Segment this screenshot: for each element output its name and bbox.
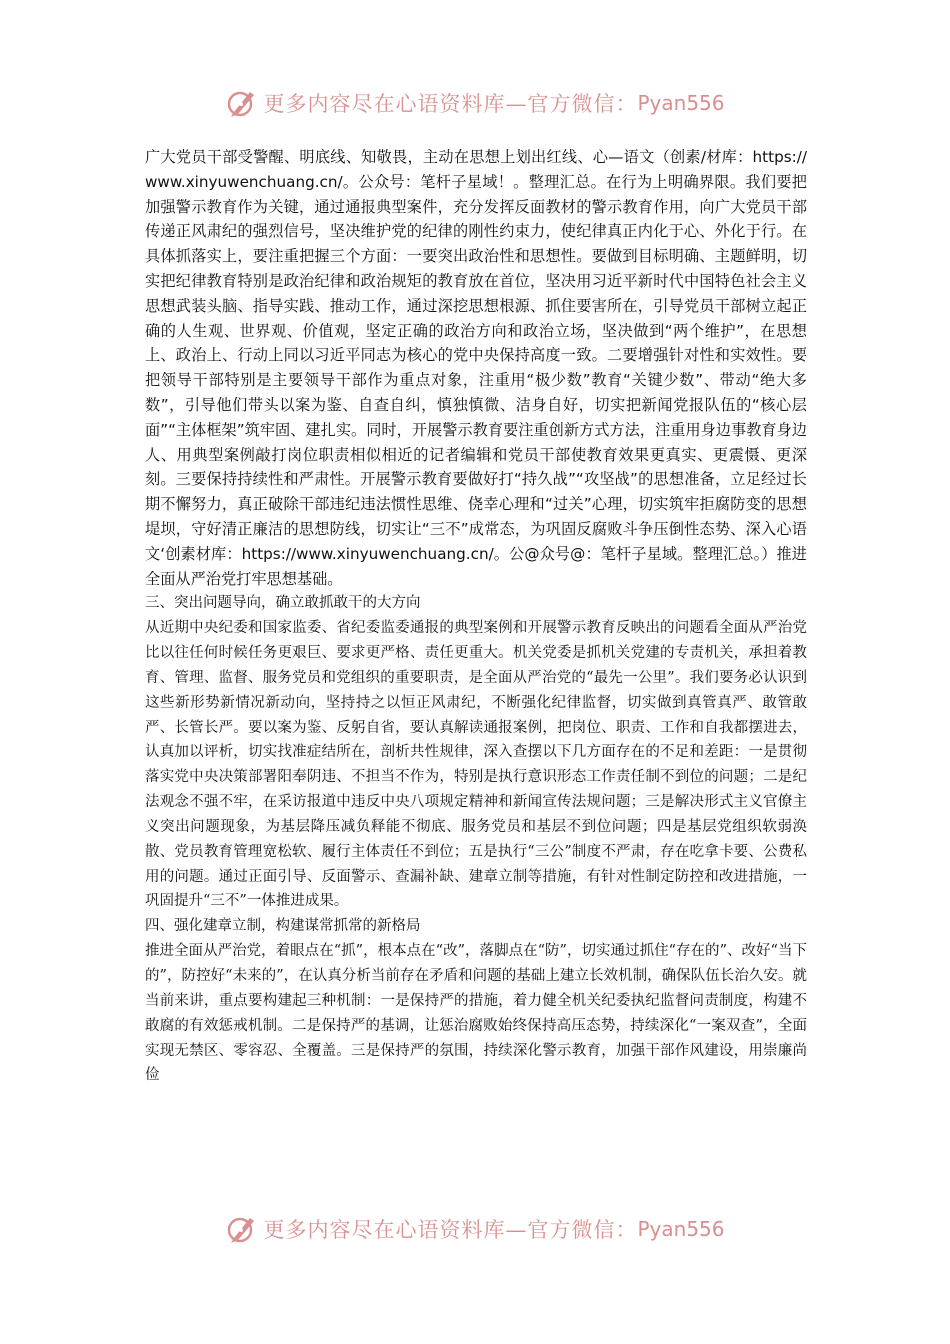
- section-heading-3: 三、突出问题导向，确立敢抓敢干的大方向: [145, 595, 421, 612]
- paragraph-3: 从近期中央纪委和国家监委、省纪委监委通报的典型案例和开展警示教育反映出的问题看全面从严治党比以往任何时候任务更艰巨、要求更严格、责任更重大。机关党委是抓机关党建的专责机关，承担着教育、管理、监督、服务党员和党组织的重要职责，是全面从严治党的“最先一公里”。我们要务必认识到这些新形势新情况新动向，坚持持之以恒正风肃纪，不断强化纪律监督，切实做到真管真严、敢管敢严、长管长严。要以案为鉴、反躬自省，要认真解读通报案例，把岗位、职责、工作和自我都摆进去，认真加以评析，切实找准症结所在，剖析共性规律，深入查摆以下几方面存在的不足和差距：一是贯彻落实党中央决策部署阳奉阴违、不担当不作为，特别是执行意识形态工作责任制不到位的问题；二是纪法观念不强不牢，在采访报道中违反中央八项规定精神和新闻宣传法规问题；三是解决形式主义官僚主义突出问题现象，为基层降压减负释能不彻底、服务党员和基层不到位问题；四是基层党组织软弱涣散、党员教育管理宽松软、履行主体责任不到位；五是执行“三公”制度不严肃，存在吃拿卡要、公费私用的问题。通过正面引导、反面警示、查漏补缺、建章立制等措施，有针对性制定防控和改进措施，一巩固提升“三不”一体推进成果。: [145, 620, 807, 910]
- banner-text: 更多内容尽在心语资料库—官方微信：: [263, 92, 638, 116]
- paragraph-4: 推进全面从严治党，着眼点在“抓”，根本点在“改”，落脚点在“防”，切实通过抓住“存在的”、改好“当下的”，防控好“未来的”，在认真分析当前存在矛盾和问题的基础上建立长效机制，确保队伍长治久安。就当前来讲，重点要构建起三种机制：一是保持严的措施，着力健全机关纪委执纪监督问责制度，构建不敢腐的有效惩戒机制。二是保持严的基调，让惩治腐败始终保持高压态势，持续深化“一案双查”，全面实现无禁区、零容忍、全覆盖。三是保持严的氛围，持续深化警示教育，加强干部作风建设，用崇廉尚俭: [145, 943, 807, 1084]
- footer-banner: [0, 1209, 950, 1249]
- pen-nib-logo-icon: [225, 86, 259, 120]
- banner-wechat-id: Pyan556: [637, 1217, 725, 1241]
- document-body: [145, 145, 807, 1088]
- header-banner: [0, 83, 950, 123]
- paragraph-1: 广大党员干部受警醒、明底线、知敬畏，主动在思想上划出红线、心—语文（创素/材库：https://www.xinyuwenchuang.cn/。公众号：笔杆子星域！。整理汇总。在行为上明确界限。我们要把加强警示教育作为关键，通过通报典型案件，充分发挥反面教材的警示教育作用，向广大党员干部传递正风肃纪的强烈信号，坚决维护党的纪律的刚性约束力，使纪律真正内化于心、外化于行。在具体抓落实上，要注重把握三个方面：一要突出政治性和思想性。要做到目标明确、主题鲜明，切实把纪律教育特别是政治纪律和政治规矩的教育放在首位，坚决用习近平新时代中国特色社会主义思想武装头脑、指导实践、推动工作，通过深挖思想根源、抓住要害所在，引导党员干部树立起正确的人生观、世界观、价值观，坚定正确的政治方向和政治立场，坚决做到“两个维护”，在思想上、政治上、行动上同以习近平同志为核心的党中央保持高度一致。二要增强针对性和实效性。要把领导干部特别是主要领导干部作为重点对象，注重用“极少数”教育“关键少数”、带动“绝大多数”，引导他们带头以案为鉴、自查自纠，慎独慎微、洁身自好，切实把新闻党报队伍的“核心层面”“主体框架”筑牢固、建扎实。同时，开展警示教育要注重创新方式方法，注重用身边事教育身边人、用典型案例敲打岗位职责相似相近的记者编辑和党员干部使教育效果更真实、更震慑、更深刻。三要保持持续性和严肃性。开展警示教育要做好打“持久战”“攻坚战”的思想准备，立足经过长期不懈努力，真正破除干部违纪违法惯性思维、侥幸心理和“过关”心理，切实筑牢拒腐防变的思想堤坝，守好清正廉洁的思想防线，切实让“三不”成常态，为巩固反腐败斗争压倒性态势、深入心语文‘创素材库：https://www.xinyuwenchuang.cn/。公@众号@：笔杆子星域。整理汇总。）推进全面从严治党打牢思想基础。: [145, 148, 807, 588]
- banner-text: 更多内容尽在心语资料库—官方微信：: [263, 1218, 638, 1242]
- pen-nib-logo-icon: [225, 1212, 259, 1246]
- banner-wechat-id: Pyan556: [637, 91, 725, 115]
- section-heading-4: 四、强化建章立制，构建谋常抓常的新格局: [145, 918, 421, 935]
